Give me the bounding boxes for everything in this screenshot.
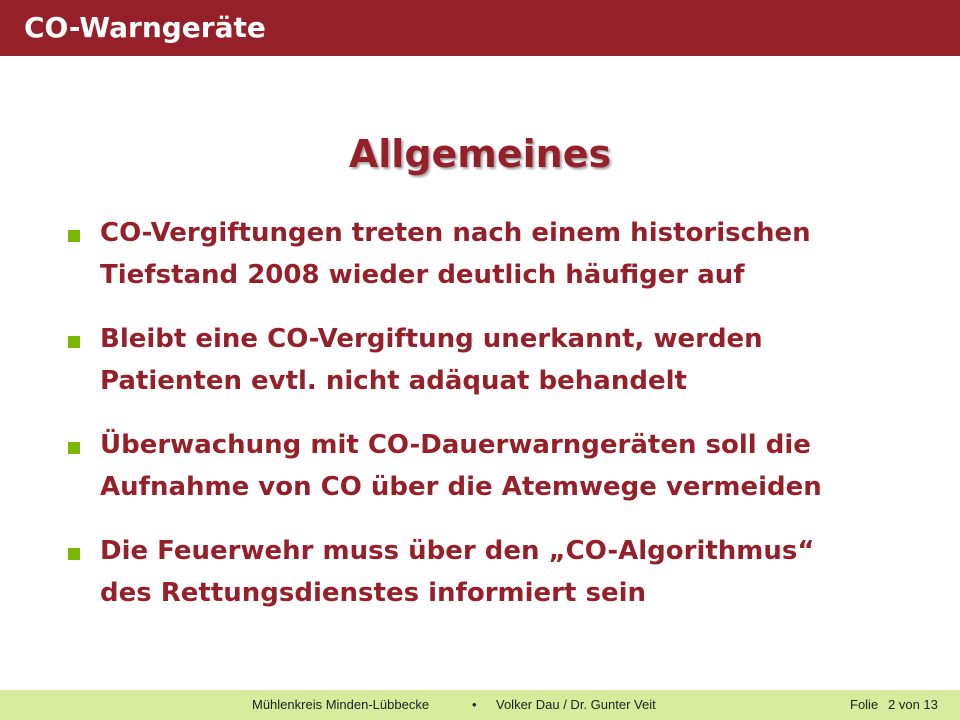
- header-title: CO-Warngeräte: [24, 11, 266, 44]
- footer-separator: •: [472, 697, 477, 712]
- header-bar: [0, 0, 960, 56]
- bullet-line: Die Feuerwehr muss über den „CO-Algorithmus“: [100, 536, 815, 566]
- bullet-line: Überwachung mit CO-Dauerwarngeräten soll die: [100, 430, 811, 460]
- square-bullet-icon: [68, 230, 80, 242]
- footer-slide-number: 2 von 13: [888, 697, 938, 712]
- bullet-line: Tiefstand 2008 wieder deutlich häufiger auf: [100, 260, 745, 290]
- slide-heading: Allgemeines: [348, 132, 612, 176]
- bullet-line: Aufnahme von CO über die Atemwege vermeiden: [100, 472, 822, 502]
- bullet-line: des Rettungsdienstes informiert sein: [100, 578, 647, 608]
- bullet-line: Bleibt eine CO-Vergiftung unerkannt, werden: [100, 324, 763, 354]
- footer-organization: Mühlenkreis Minden-Lübbecke: [252, 697, 430, 712]
- footer-author: Volker Dau / Dr. Gunter Veit: [496, 697, 656, 712]
- bullet-line: CO-Vergiftungen treten nach einem historischen: [100, 218, 811, 248]
- square-bullet-icon: [68, 442, 80, 454]
- footer-bar: [0, 690, 960, 720]
- square-bullet-icon: [68, 548, 80, 560]
- footer-slide-label: Folie: [850, 697, 879, 712]
- bullet-line: Patienten evtl. nicht adäquat behandelt: [100, 366, 687, 396]
- square-bullet-icon: [68, 336, 80, 348]
